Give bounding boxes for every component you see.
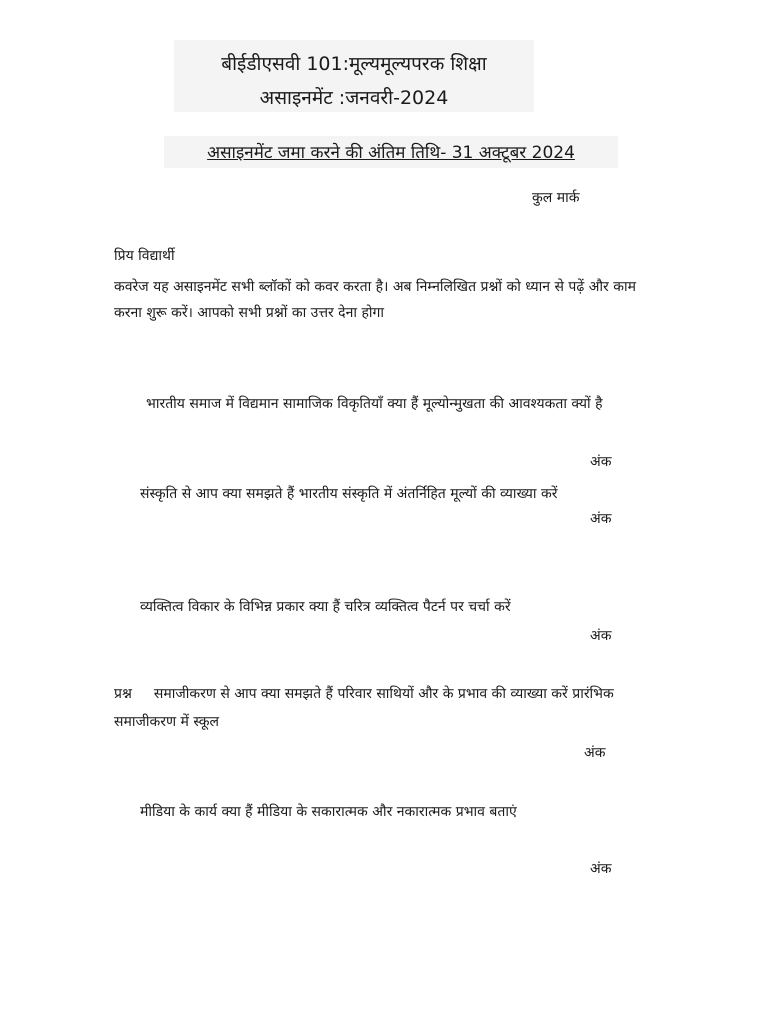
assignment-session: असाइनमेंट :जनवरी-2024 bbox=[259, 87, 449, 109]
question-5: मीडिया के कार्य क्या हैं मीडिया के सकारात्मक और नकारात्मक प्रभाव बताएं bbox=[140, 804, 517, 820]
question-4 bbox=[114, 680, 659, 736]
intro-paragraph: कवरेज यह असाइनमेंट सभी ब्लॉकों को कवर करता है। अब निम्नलिखित प्रश्नों को ध्यान से पढ़ें और काम करना शुरू करें। आपको सभी प्रश्नों का उत्तर देना होगा bbox=[114, 279, 636, 321]
question-4-text: समाजीकरण से आप क्या समझते हैं परिवार साथियों और के प्रभाव की व्याख्या करें प्रारंभिक समाजीकरण में स्कूल bbox=[114, 686, 614, 730]
question-1: भारतीय समाज में विद्यमान सामाजिक विकृतियाँ क्या हैं मूल्योन्मुखता की आवश्यकता क्यों है bbox=[146, 396, 603, 412]
question-2-marks: अंक bbox=[590, 511, 612, 527]
question-4-prefix: प्रश्न bbox=[114, 686, 132, 702]
greeting: प्रिय विद्यार्थी bbox=[114, 248, 175, 264]
question-5-marks: अंक bbox=[590, 861, 612, 877]
course-title: बीईडीएसवी 101:मूल्यमूल्यपरक शिक्षा bbox=[221, 53, 487, 75]
submission-deadline: असाइनमेंट जमा करने की अंतिम तिथि- 31 अक्टूबर 2024 bbox=[207, 143, 575, 163]
question-4-marks: अंक bbox=[584, 745, 606, 761]
question-2: संस्कृति से आप क्या समझते हैं भारतीय संस्कृति में अंतर्निहित मूल्यों की व्याख्या करें bbox=[140, 486, 558, 502]
question-3: व्यक्तित्व विकार के विभिन्न प्रकार क्या हैं चरित्र व्यक्तित्व पैटर्न पर चर्चा करें bbox=[140, 599, 511, 615]
total-marks-label: कुल मार्क bbox=[532, 190, 580, 206]
question-1-marks: अंक bbox=[590, 454, 612, 470]
question-3-marks: अंक bbox=[590, 628, 612, 644]
